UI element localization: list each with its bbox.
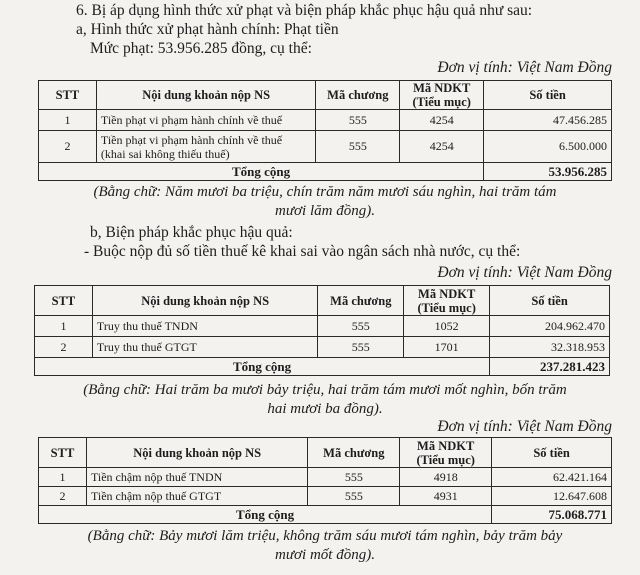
- cell-stt: 2: [39, 487, 87, 506]
- header-stt: STT: [35, 286, 93, 316]
- cell-amount: 47.456.285: [484, 110, 612, 131]
- cell-amount: 62.421.164: [492, 468, 612, 487]
- cell-ndkt: 4254: [400, 110, 484, 131]
- cell-amount: 204.962.470: [490, 316, 610, 337]
- table-row: [39, 110, 612, 131]
- header-chapter: Mã chương: [318, 286, 404, 316]
- cell-ndkt: 1701: [404, 337, 490, 358]
- header-ndkt: Mã NDKT (Tiểu mục): [400, 438, 492, 468]
- amount-in-words-1: (Bằng chữ: Năm mươi ba triệu, chín trăm năm mươi sáu nghìn, hai trăm tám mươi lăm đồng).: [93, 184, 557, 219]
- table-total-row: [35, 358, 610, 376]
- cell-ndkt: 1052: [404, 316, 490, 337]
- section-a-heading: a, Hình thức xử phạt hành chính: Phạt tiền: [76, 21, 339, 38]
- header-content: Nội dung khoản nộp NS: [96, 81, 315, 110]
- section-b-item: - Buộc nộp đủ số tiền thuế kê khai sai vào ngân sách nhà nước, cụ thể:: [84, 243, 521, 260]
- table-header-row: [35, 286, 610, 316]
- header-content: Nội dung khoản nộp NS: [86, 438, 307, 468]
- cell-stt: 2: [35, 337, 93, 358]
- table-total-row: [39, 506, 612, 524]
- header-content: Nội dung khoản nộp NS: [92, 286, 317, 316]
- cell-stt: 1: [35, 316, 93, 337]
- table-header-row: [39, 438, 612, 468]
- unit-label-2: Đơn vị tính: Việt Nam Đồng: [437, 264, 612, 281]
- section-6-heading: 6. Bị áp dụng hình thức xử phạt và biện pháp khắc phục hậu quả như sau:: [76, 2, 533, 19]
- cell-content: Tiền phạt vi phạm hành chính về thuế (khai sai không thiếu thuế): [96, 131, 315, 163]
- fine-amount-line: Mức phạt: 53.956.285 đồng, cụ thể:: [90, 40, 312, 57]
- header-chapter: Mã chương: [308, 438, 400, 468]
- cell-content: Truy thu thuế GTGT: [92, 337, 317, 358]
- cell-chapter: 555: [318, 316, 404, 337]
- section-b-heading: b, Biện pháp khắc phục hậu quả:: [90, 224, 293, 241]
- cell-stt: 1: [39, 468, 87, 487]
- header-amount: Số tiền: [492, 438, 612, 468]
- cell-content: Tiền chậm nộp thuế TNDN: [86, 468, 307, 487]
- total-value: 237.281.423: [490, 358, 610, 376]
- header-ndkt: Mã NDKT (Tiểu mục): [404, 286, 490, 316]
- cell-stt: 2: [39, 131, 97, 163]
- cell-content: Tiền phạt vi phạm hành chính về thuế: [96, 110, 315, 131]
- amount-in-words-2: (Bằng chữ: Hai trăm ba mươi bảy triệu, hai trăm tám mươi mốt nghìn, bốn trăm hai mươi ba đồng).: [83, 382, 567, 417]
- penalty-table: [38, 80, 612, 181]
- cell-ndkt: 4918: [400, 468, 492, 487]
- total-label: Tổng cộng: [39, 163, 484, 181]
- header-ndkt: Mã NDKT (Tiểu mục): [400, 81, 484, 110]
- total-label: Tổng cộng: [39, 506, 492, 524]
- cell-stt: 1: [39, 110, 97, 131]
- cell-amount: 12.647.608: [492, 487, 612, 506]
- cell-chapter: 555: [318, 337, 404, 358]
- unit-label-1: Đơn vị tính: Việt Nam Đồng: [437, 59, 612, 76]
- cell-ndkt: 4931: [400, 487, 492, 506]
- cell-content: Tiền chậm nộp thuế GTGT: [86, 487, 307, 506]
- table-row: [35, 337, 610, 358]
- cell-chapter: 555: [316, 110, 400, 131]
- table-row: [35, 316, 610, 337]
- header-chapter: Mã chương: [316, 81, 400, 110]
- cell-ndkt: 4254: [400, 131, 484, 163]
- header-amount: Số tiền: [484, 81, 612, 110]
- cell-amount: 6.500.000: [484, 131, 612, 163]
- table-total-row: [39, 163, 612, 181]
- late-payment-table: [38, 437, 612, 524]
- cell-chapter: 555: [308, 468, 400, 487]
- cell-content: Truy thu thuế TNDN: [92, 316, 317, 337]
- table-row: [39, 487, 612, 506]
- header-amount: Số tiền: [490, 286, 610, 316]
- table-row: [39, 131, 612, 163]
- total-label: Tổng cộng: [35, 358, 490, 376]
- total-value: 53.956.285: [484, 163, 612, 181]
- header-stt: STT: [39, 81, 97, 110]
- total-value: 75.068.771: [492, 506, 612, 524]
- amount-in-words-3: (Bằng chữ: Bảy mươi lăm triệu, không trăm sáu mươi tám nghìn, bảy trăm bảy mươi mốt đồng).: [87, 528, 563, 563]
- header-stt: STT: [39, 438, 87, 468]
- unit-label-3: Đơn vị tính: Việt Nam Đồng: [437, 418, 612, 435]
- table-header-row: [39, 81, 612, 110]
- table-row: [39, 468, 612, 487]
- cell-chapter: 555: [316, 131, 400, 163]
- back-tax-table: [34, 285, 610, 376]
- cell-amount: 32.318.953: [490, 337, 610, 358]
- cell-chapter: 555: [308, 487, 400, 506]
